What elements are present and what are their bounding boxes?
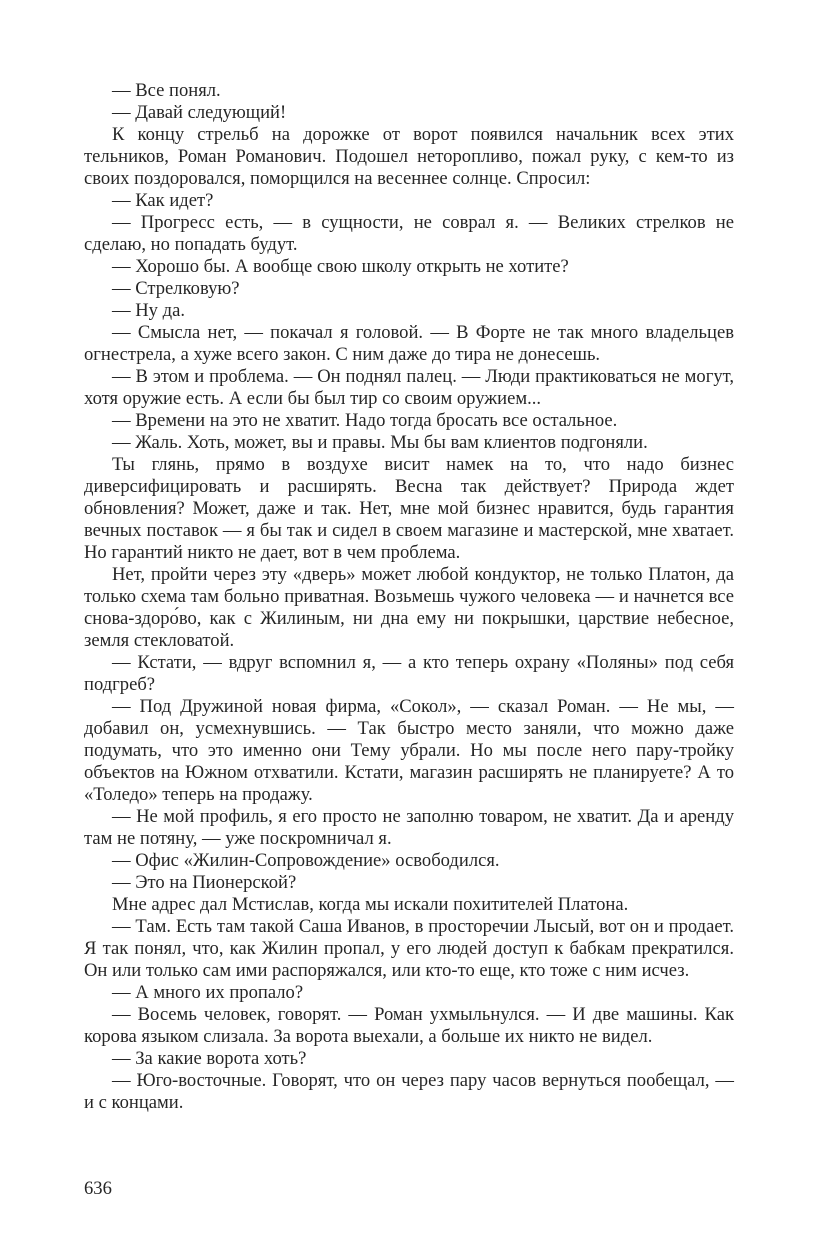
paragraph: — Хорошо бы. А вообще свою школу открыть не хотите? — [112, 256, 569, 277]
paragraph: — Времени на это не хватит. Надо тогда бросать все остальное. — [112, 410, 618, 431]
paragraph: — В этом и проблема. — Он поднял палец. — Люди практиковаться не могут, хотя оружие есть. А если бы был тир со своим оружием... — [84, 366, 734, 409]
paragraph: — А много их пропало? — [112, 982, 304, 1003]
paragraph: — Это на Пионерской? — [112, 872, 297, 893]
page-body-text — [84, 80, 734, 1114]
paragraph: — Юго-восточные. Говорят, что он через пару часов вернуться пообещал, — и с концами. — [84, 1070, 734, 1113]
paragraph: — Смысла нет, — покачал я головой. — В Форте не так много владельцев огнестрела, а хуже всего закон. С ним даже до тира не донесешь. — [84, 322, 734, 365]
paragraph: — Под Дружиной новая фирма, «Сокол», — сказал Роман. — Не мы, — добавил он, усмехнувшись. — Так быстро место заняли, что можно даже подумать, что это именно они Тему убрали. Но мы после него пару-тройку объектов на Южном отхватили. Кстати, магазин расширять не планируете? А то «Толедо» теперь на продажу. — [84, 696, 734, 805]
paragraph: К концу стрельб на дорожке от ворот появился начальник всех этих тельников, Роман Романович. Подошел неторопливо, пожал руку, с кем-то из своих поздоровался, поморщился на весеннее солнце. Спросил: — [84, 124, 734, 189]
paragraph: — Жаль. Хоть, может, вы и правы. Мы бы вам клиентов подгоняли. — [112, 432, 648, 453]
paragraph: — За какие ворота хоть? — [112, 1048, 307, 1069]
paragraph: — Как идет? — [112, 190, 214, 211]
paragraph: — Прогресс есть, — в сущности, не соврал я. — Великих стрелков не сделаю, но попадать будут. — [84, 212, 734, 255]
paragraph: — Кстати, — вдруг вспомнил я, — а кто теперь охрану «Поляны» под себя подгреб? — [84, 652, 734, 695]
paragraph: Мне адрес дал Мстислав, когда мы искали похитителей Платона. — [112, 894, 629, 915]
paragraph: Ты глянь, прямо в воздухе висит намек на то, что надо бизнес диверсифицировать и расширять. Весна так действует? Природа ждет обновления? Может, даже и так. Нет, мне мой бизнес нравится, будь гарантия вечных поставок — я бы так и сидел в своем магазине и мастерской, мне хватает. Но гарантий никто не дает, вот в чем проблема. — [84, 454, 734, 563]
paragraph: — Все понял. — [112, 80, 221, 101]
paragraph: — Ну да. — [112, 300, 185, 321]
page-number: 636 — [84, 1178, 112, 1199]
paragraph: Нет, пройти через эту «дверь» может любой кондуктор, не только Платон, да только схема там больно приватная. Возьмешь чужого человека — и начнется все снова-здоро́во, как с Жилиным, ни дна ему ни покрышки, царствие небесное, земля стекловатой. — [84, 564, 734, 651]
paragraph: — Офис «Жилин-Сопровождение» освободился. — [112, 850, 500, 871]
paragraph: — Там. Есть там такой Саша Иванов, в просторечии Лысый, вот он и продает. Я так понял, что, как Жилин пропал, у его людей доступ к бабкам прекратился. Он или только сам ими распоряжался, или кто-то еще, кто тоже с ним исчез. — [84, 916, 734, 981]
paragraph: — Давай следующий! — [112, 102, 287, 123]
paragraph: — Стрелковую? — [112, 278, 240, 299]
paragraph: — Восемь человек, говорят. — Роман ухмыльнулся. — И две машины. Как корова языком слизала. За ворота выехали, а больше их никто не видел. — [84, 1004, 734, 1047]
paragraph: — Не мой профиль, я его просто не заполню товаром, не хватит. Да и аренду там не потяну, — уже поскромничал я. — [84, 806, 734, 849]
